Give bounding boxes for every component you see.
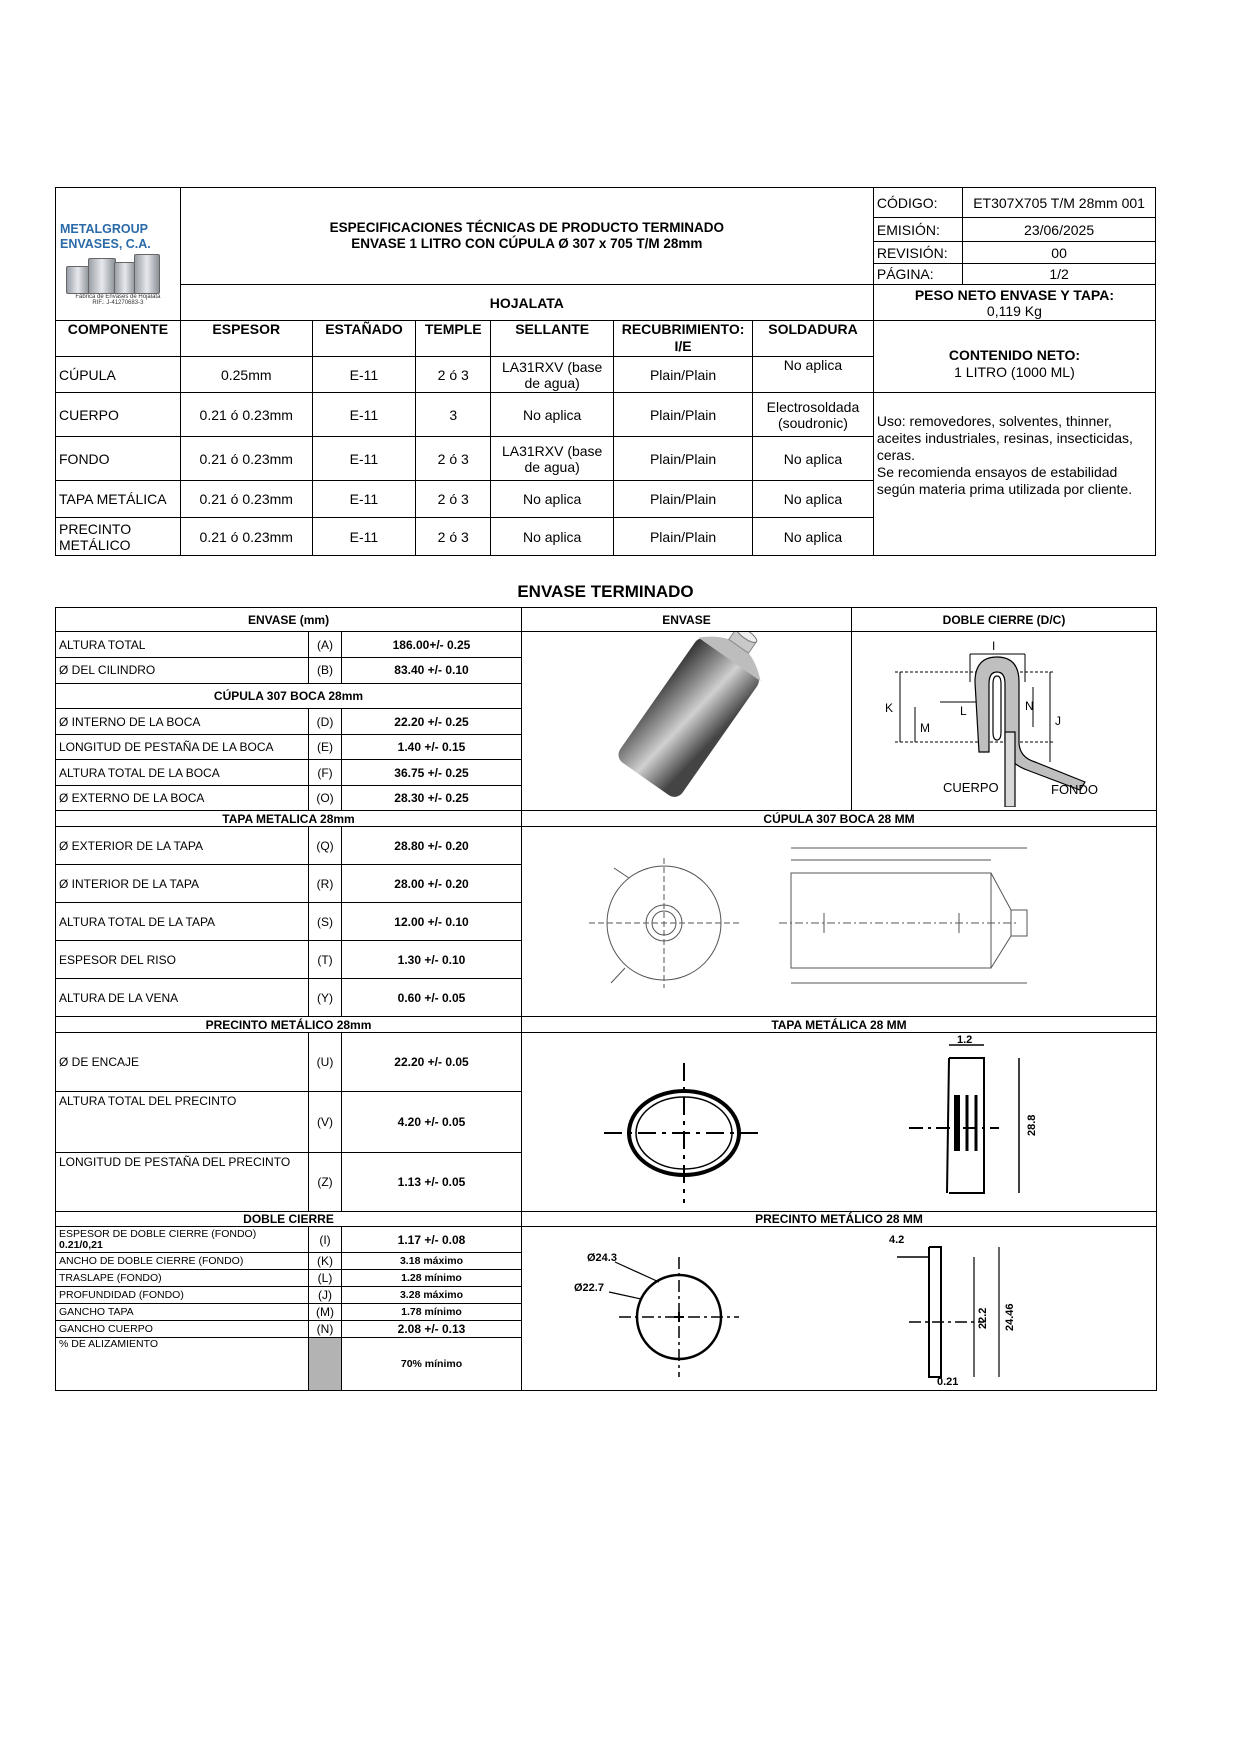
spec-value: 1.30 +/- 0.10 <box>342 941 522 979</box>
col-componente: COMPONENTE <box>56 321 181 357</box>
can-image <box>527 632 847 807</box>
peso-neto-value: 0,119 Kg <box>986 302 1042 319</box>
spec-value: 1.17 +/- 0.08 <box>342 1227 522 1253</box>
table-row <box>56 827 1157 865</box>
cupula-technical-drawing <box>529 828 1149 1013</box>
spec-code: (R) <box>309 865 342 903</box>
spec-value: 3.18 máximo <box>342 1253 522 1270</box>
spec-value: 1.40 +/- 0.15 <box>342 735 522 760</box>
envase-mm-heading: ENVASE (mm) <box>56 608 522 632</box>
row-fondo-espesor: 0.21 ó 0.23mm <box>180 437 312 481</box>
col-temple: TEMPLE <box>416 321 491 357</box>
spec-code: (O) <box>309 785 342 810</box>
col-espesor: ESPESOR <box>180 321 312 357</box>
spec-value: 22.20 +/- 0.05 <box>342 1033 522 1092</box>
spec-label: ANCHO DE DOBLE CIERRE (FONDO) <box>56 1253 309 1270</box>
uso-notes <box>873 393 1155 556</box>
table-row <box>56 632 1157 658</box>
logo-name: METALGROUP <box>60 222 148 236</box>
spec-code: (Y) <box>309 979 342 1017</box>
row-cupula-recubrimiento: Plain/Plain <box>614 357 753 393</box>
shaded-cell <box>309 1338 342 1391</box>
spec-table <box>55 607 1157 1391</box>
row-tapa-soldadura: No aplica <box>753 481 874 518</box>
row-cuerpo-componente: CUERPO <box>56 393 181 437</box>
spec-code: (M) <box>309 1304 342 1321</box>
row-cuerpo-recubrimiento: Plain/Plain <box>614 393 753 437</box>
precinto-technical-drawing <box>529 1227 1149 1387</box>
meta-label-codigo: CÓDIGO: <box>873 188 962 218</box>
spec-label: % DE ALIZAMIENTO <box>56 1338 309 1391</box>
spec-label: Ø INTERNO DE LA BOCA <box>56 708 309 734</box>
spec-code: (K) <box>309 1253 342 1270</box>
spec-label: Ø INTERIOR DE LA TAPA <box>56 865 309 903</box>
envase-heading: ENVASE <box>522 608 852 632</box>
envase-image-cell <box>522 632 852 811</box>
row-cuerpo-sellante: No aplica <box>491 393 614 437</box>
col-sellante: SELLANTE <box>491 321 614 357</box>
row-precinto-recubrimiento: Plain/Plain <box>614 518 753 556</box>
peso-neto-label: PESO NETO ENVASE Y TAPA: <box>914 286 1115 303</box>
row-cupula-estanado: E-11 <box>312 357 416 393</box>
col-soldadura: SOLDADURA <box>753 321 874 357</box>
material-heading: HOJALATA <box>180 285 873 321</box>
spec-value: 36.75 +/- 0.25 <box>342 760 522 785</box>
spec-code: (F) <box>309 760 342 785</box>
table-row <box>56 1227 1157 1253</box>
spec-code: (N) <box>309 1321 342 1338</box>
meta-value-codigo: ET307X705 T/M 28mm 001 <box>963 188 1156 218</box>
row-cupula-sellante: LA31RXV (base de agua) <box>491 357 614 393</box>
spec-label: GANCHO TAPA <box>56 1304 309 1321</box>
spec-label: LONGITUD DE PESTAÑA DEL PRECINTO <box>56 1152 309 1211</box>
spec-label: GANCHO CUERPO <box>56 1321 309 1338</box>
spec-code: (Q) <box>309 827 342 865</box>
row-cuerpo-espesor: 0.21 ó 0.23mm <box>180 393 312 437</box>
row-tapa-temple: 2 ó 3 <box>416 481 491 518</box>
cupula-drawing-heading: CÚPULA 307 BOCA 28 MM <box>522 811 1157 827</box>
spec-code: (L) <box>309 1270 342 1287</box>
meta-value-pagina: 1/2 <box>963 264 1156 285</box>
cupula-drawing-cell <box>522 827 1157 1017</box>
seam-label-cuerpo: CUERPO <box>943 780 999 795</box>
doble-espesor-label: ESPESOR DE DOBLE CIERRE (FONDO) <box>59 1227 257 1240</box>
precinto-heading: PRECINTO METÁLICO 28mm <box>56 1017 522 1033</box>
logo-tagline: Fábrica de Envases de Hojalata <box>75 294 161 300</box>
spec-value: 28.80 +/- 0.20 <box>342 827 522 865</box>
spec-label: TRASLAPE (FONDO) <box>56 1270 309 1287</box>
table-row <box>56 1033 1157 1092</box>
row-tapa-estanado: E-11 <box>312 481 416 518</box>
tapa-drawing-cell <box>522 1033 1157 1212</box>
spec-code: (T) <box>309 941 342 979</box>
row-tapa-espesor: 0.21 ó 0.23mm <box>180 481 312 518</box>
spec-value: 12.00 +/- 0.10 <box>342 903 522 941</box>
spec-code: (E) <box>309 735 342 760</box>
spec-label <box>56 1227 309 1253</box>
seam-label-J: J <box>1055 714 1061 728</box>
uso-text: Uso: removedores, solventes, thinner, aceites industriales, resinas, insecticidas, ceras. <box>876 413 1133 463</box>
precinto-dim-d2: Ø22.7 <box>574 1282 604 1294</box>
meta-label-revision: REVISIÓN: <box>873 242 962 264</box>
spec-label: ALTURA TOTAL DE LA TAPA <box>56 903 309 941</box>
row-precinto-sellante: No aplica <box>491 518 614 556</box>
spec-value: 1.78 mínimo <box>342 1304 522 1321</box>
spec-label: PROFUNDIDAD (FONDO) <box>56 1287 309 1304</box>
tapa-heading: TAPA METALICA 28mm <box>56 811 522 827</box>
precinto-drawing-cell <box>522 1227 1157 1391</box>
spec-value: 83.40 +/- 0.10 <box>342 658 522 683</box>
tapa-dim-top: 1.2 <box>957 1034 973 1046</box>
spec-value: 1.28 mínimo <box>342 1270 522 1287</box>
spec-label: LONGITUD DE PESTAÑA DE LA BOCA <box>56 735 309 760</box>
seam-label-M: M <box>920 721 930 735</box>
logo-name-line2: ENVASES, C.A. <box>60 237 151 251</box>
seam-label-N: N <box>1025 699 1034 713</box>
row-precinto-espesor: 0.21 ó 0.23mm <box>180 518 312 556</box>
row-tapa-componente: TAPA METÁLICA <box>56 481 181 518</box>
spec-code: (I) <box>309 1227 342 1253</box>
doble-cierre-drawing-cell <box>852 632 1157 811</box>
logo-cans-image <box>60 252 176 294</box>
precinto-dim-bottom: 0.21 <box>937 1376 959 1387</box>
cupula-heading: CÚPULA 307 BOCA 28mm <box>56 683 522 708</box>
tapa-dim-side: 28.8 <box>1026 1114 1038 1136</box>
row-cupula-soldadura: No aplica <box>753 357 874 393</box>
spec-code: (J) <box>309 1287 342 1304</box>
spec-label: ESPESOR DEL RISO <box>56 941 309 979</box>
section-title-envase-terminado: ENVASE TERMINADO <box>517 582 694 601</box>
row-fondo-estanado: E-11 <box>312 437 416 481</box>
document-title-line1: ESPECIFICACIONES TÉCNICAS DE PRODUCTO TERMINADO <box>329 220 724 235</box>
spec-label: ALTURA DE LA VENA <box>56 979 309 1017</box>
seam-drawing <box>855 632 1155 807</box>
col-recubrimiento: RECUBRIMIENTO: I/E <box>614 321 753 357</box>
contenido-neto-value: 1 LITRO (1000 ML) <box>954 363 1075 380</box>
row-cupula-espesor: 0.25mm <box>180 357 312 393</box>
seam-label-K: K <box>885 701 894 715</box>
contenido-neto-label: CONTENIDO NETO: <box>948 346 1081 363</box>
spec-code: (Z) <box>309 1152 342 1211</box>
doble-cierre-heading: DOBLE CIERRE (D/C) <box>852 608 1157 632</box>
spec-label: ALTURA TOTAL <box>56 632 309 658</box>
spec-code: (V) <box>309 1092 342 1152</box>
spec-label: Ø EXTERIOR DE LA TAPA <box>56 827 309 865</box>
spec-label: ALTURA TOTAL DEL PRECINTO <box>56 1092 309 1152</box>
row-precinto-soldadura: No aplica <box>753 518 874 556</box>
row-precinto-estanado: E-11 <box>312 518 416 556</box>
spec-code: (A) <box>309 632 342 658</box>
spec-value: 4.20 +/- 0.05 <box>342 1092 522 1152</box>
row-fondo-temple: 2 ó 3 <box>416 437 491 481</box>
logo-rif: RIF.: J-41270683-3 <box>92 300 144 306</box>
header-table <box>55 187 1156 556</box>
row-tapa-recubrimiento: Plain/Plain <box>614 481 753 518</box>
spec-code: (S) <box>309 903 342 941</box>
seam-label-I: I <box>992 639 996 653</box>
spec-label: Ø DE ENCAJE <box>56 1033 309 1092</box>
tapa-drawing-heading: TAPA METÁLICA 28 MM <box>522 1017 1157 1033</box>
row-tapa-sellante: No aplica <box>491 481 614 518</box>
row-cuerpo-estanado: E-11 <box>312 393 416 437</box>
doble-espesor-sublabel: 0.21/0,21 <box>59 1238 103 1251</box>
spec-value: 28.30 +/- 0.25 <box>342 785 522 810</box>
spec-value: 28.00 +/- 0.20 <box>342 865 522 903</box>
precinto-dim-h1: 22.2 <box>977 1307 989 1329</box>
contenido-neto <box>873 321 1155 393</box>
precinto-drawing-heading: PRECINTO METÁLICO 28 MM <box>522 1212 1157 1227</box>
spec-label: Ø EXTERNO DE LA BOCA <box>56 785 309 810</box>
spec-value: 3.28 máximo <box>342 1287 522 1304</box>
doble-cierre-section-heading: DOBLE CIERRE <box>56 1212 522 1227</box>
row-fondo-recubrimiento: Plain/Plain <box>614 437 753 481</box>
document-title <box>180 188 873 285</box>
uso-recommendation: Se recomienda ensayos de estabilidad según materia prima utilizada por cliente. <box>876 464 1133 497</box>
precinto-dim-d1: Ø24.3 <box>587 1252 617 1264</box>
spec-value: 1.13 +/- 0.05 <box>342 1152 522 1211</box>
peso-neto <box>873 285 1155 321</box>
row-fondo-soldadura: No aplica <box>753 437 874 481</box>
meta-label-emision: EMISIÓN: <box>873 218 962 242</box>
spec-value: 186.00+/- 0.25 <box>342 632 522 658</box>
row-cupula-componente: CÚPULA <box>56 357 181 393</box>
precinto-dim-h2: 24.46 <box>1004 1303 1016 1331</box>
spec-value: 22.20 +/- 0.25 <box>342 708 522 734</box>
spec-value: 0.60 +/- 0.05 <box>342 979 522 1017</box>
precinto-dim-top: 4.2 <box>889 1234 905 1246</box>
row-cupula-temple: 2 ó 3 <box>416 357 491 393</box>
spec-code: (U) <box>309 1033 342 1092</box>
row-precinto-temple: 2 ó 3 <box>416 518 491 556</box>
col-estanado: ESTAÑADO <box>312 321 416 357</box>
row-cuerpo-temple: 3 <box>416 393 491 437</box>
meta-value-revision: 00 <box>963 242 1156 264</box>
company-logo <box>56 188 181 321</box>
row-fondo-sellante: LA31RXV (base de agua) <box>491 437 614 481</box>
meta-value-emision: 23/06/2025 <box>963 218 1156 242</box>
seam-label-fondo: FONDO <box>1051 782 1098 797</box>
row-fondo-componente: FONDO <box>56 437 181 481</box>
spec-value: 70% mínimo <box>342 1338 522 1391</box>
document-title-line2: ENVASE 1 LITRO CON CÚPULA Ø 307 x 705 T/M 28mm <box>351 236 703 251</box>
spec-label: ALTURA TOTAL DE LA BOCA <box>56 760 309 785</box>
row-cuerpo-soldadura: Electrosoldada (soudronic) <box>753 393 874 437</box>
spec-code: (B) <box>309 658 342 683</box>
seam-label-L: L <box>960 704 967 718</box>
spec-code: (D) <box>309 708 342 734</box>
table-row <box>56 393 1156 437</box>
row-precinto-componente: PRECINTO METÁLICO <box>56 518 181 556</box>
tapa-technical-drawing <box>529 1033 1149 1208</box>
spec-label: Ø DEL CILINDRO <box>56 658 309 683</box>
spec-value: 2.08 +/- 0.13 <box>342 1321 522 1338</box>
meta-label-pagina: PÁGINA: <box>873 264 962 285</box>
